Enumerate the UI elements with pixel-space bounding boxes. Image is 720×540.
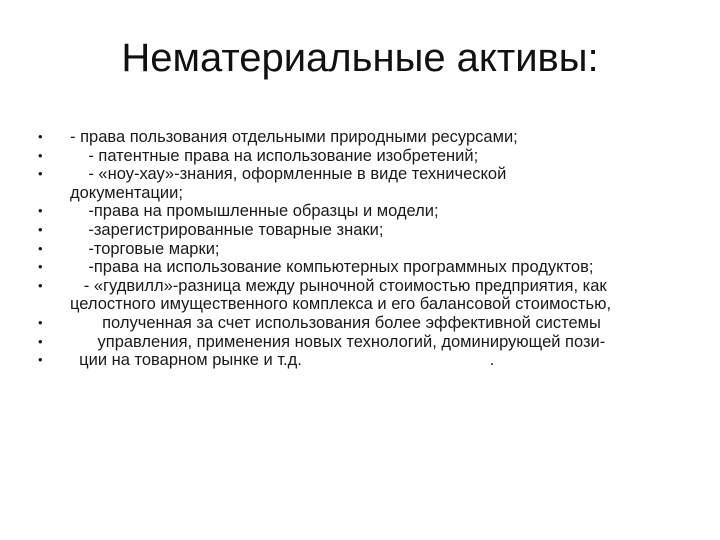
list-item (38, 147, 678, 166)
bullet-icon: • (38, 166, 43, 182)
list-item-text: - «ноу-хау»-знания, оформленные в виде технической документации; (70, 165, 507, 202)
list-item (38, 277, 678, 314)
slide-title: Нематериальные активы: (121, 36, 599, 80)
bullet-list (38, 128, 678, 370)
bullet-icon: • (38, 147, 43, 163)
list-item (38, 333, 678, 352)
list-item-text: управления, применения новых технологий, доминирующей пози- (70, 332, 606, 351)
bullet-icon: • (38, 221, 43, 237)
bullet-icon: • (38, 314, 43, 330)
list-item-text: - «гудвилл»-разница между рыночной стоимостью предприятия, как целостного имущественного комплекса и его балансовой стоимостью, (70, 276, 612, 314)
bullet-icon: • (38, 352, 43, 368)
list-item-text: ции на товарном рынке и т.д. . (70, 351, 495, 370)
bullet-icon: • (38, 203, 43, 219)
list-item-text: -торговые марки; (70, 239, 220, 258)
list-item (38, 258, 678, 277)
list-item-text: -права на использование компьютерных программных продуктов; (70, 258, 594, 277)
bullet-icon: • (38, 277, 43, 293)
list-item (38, 202, 678, 221)
bullet-icon: • (38, 259, 43, 275)
list-item (38, 351, 678, 370)
bullet-icon: • (38, 240, 43, 256)
list-item-text: - права пользования отдельными природными ресурсами; (70, 128, 518, 146)
bullet-icon: • (38, 129, 43, 144)
list-item (38, 240, 678, 259)
list-item-text: -зарегистрированные товарные знаки; (70, 220, 384, 239)
list-item-text: - патентные права на использование изобретений; (70, 146, 479, 165)
bullet-icon: • (38, 333, 43, 349)
list-item (38, 221, 678, 240)
list-item-text: полученная за счет использования более эффективной системы (70, 313, 601, 332)
list-item (38, 314, 678, 333)
list-item-text: -права на промышленные образцы и модели; (70, 202, 439, 221)
list-item (38, 165, 678, 202)
list-item (38, 128, 678, 147)
